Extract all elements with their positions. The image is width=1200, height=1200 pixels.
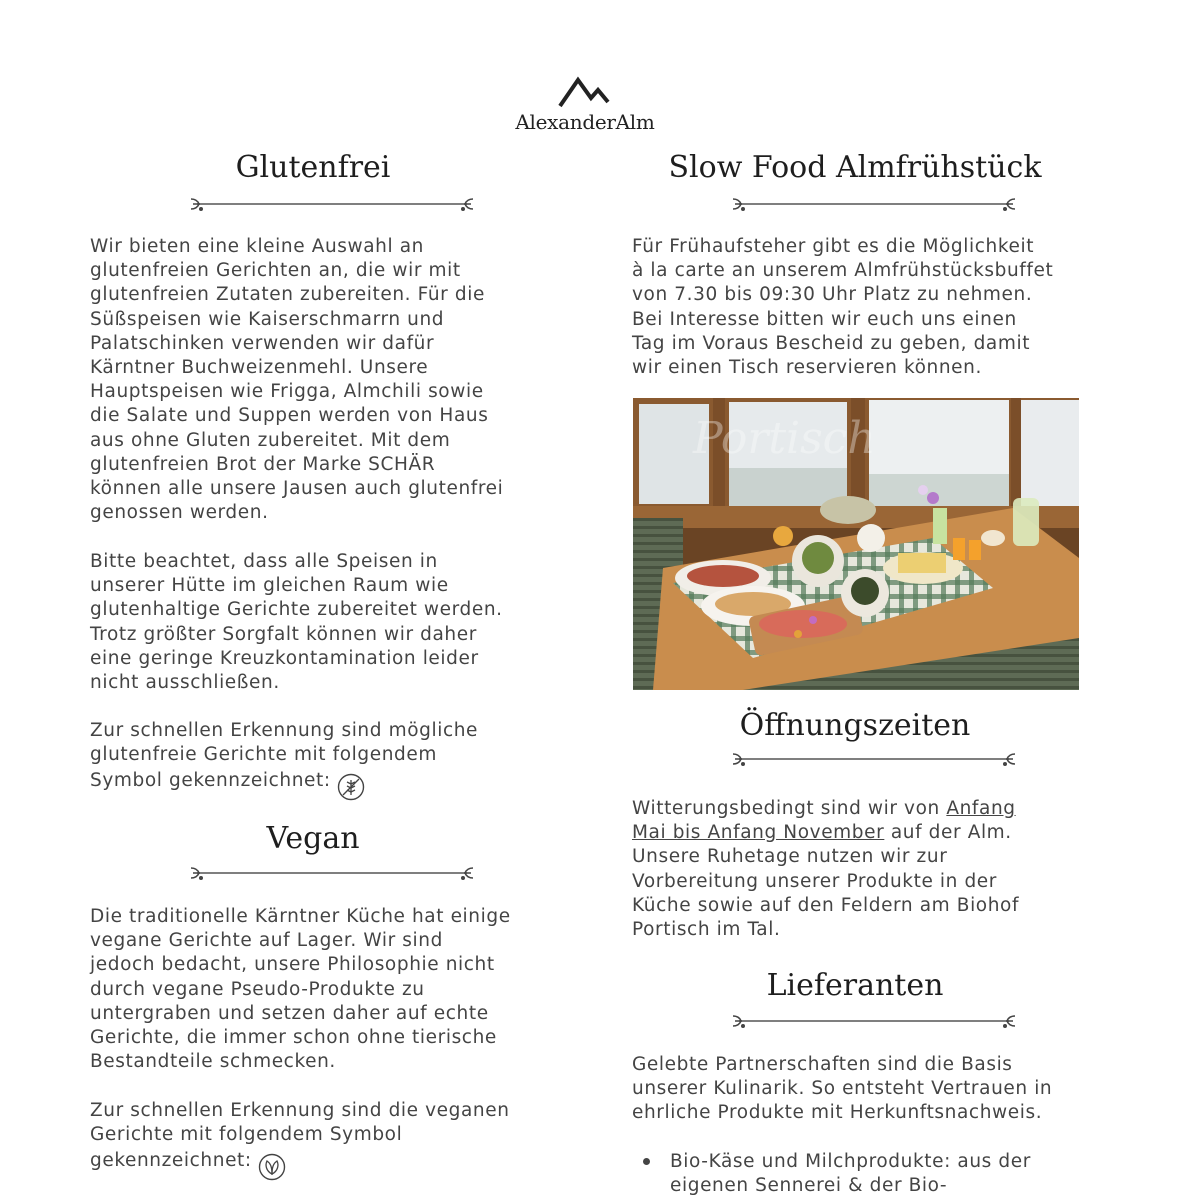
text-line <box>632 821 1102 845</box>
ornament-divider <box>187 862 477 882</box>
text-line: genossen werden. <box>90 502 269 524</box>
text-line: glutenfreien Gerichten an, die wir mit <box>90 260 461 282</box>
text-line: untergraben und setzen daher auf echte <box>90 1002 489 1024</box>
brand-name: AlexanderAlm <box>515 110 655 134</box>
season-link[interactable]: Anfang <box>946 798 1016 819</box>
ornament-divider <box>729 748 1019 768</box>
text-line <box>90 767 560 795</box>
text-line: glutenhaltige Gerichte zubereitet werden. <box>90 599 503 621</box>
vegan-paragraph-2 <box>90 1099 560 1175</box>
text-line: Unsere Ruhetage nutzen wir zur <box>632 846 948 868</box>
text-line: eine geringe Kreuzkontamination leider <box>90 647 479 669</box>
text-line: können alle unsere Jausen auch glutenfrei <box>90 478 504 500</box>
text-line: Portisch im Tal. <box>632 919 781 941</box>
text-line: Zur schnellen Erkennung sind die veganen <box>90 1100 510 1121</box>
ornament-divider <box>729 193 1019 213</box>
vegan-paragraph-1 <box>90 905 560 1074</box>
svg-text:Portisch: Portisch <box>693 413 876 464</box>
glutenfrei-paragraph-3 <box>90 719 560 795</box>
supplier-list <box>643 1150 1083 1198</box>
text-line: wir einen Tisch reservieren können. <box>632 357 982 379</box>
text-line: Die traditionelle Kärntner Küche hat einige <box>90 906 511 927</box>
text-line: Vorbereitung unserer Produkte in der <box>632 870 997 892</box>
vegan-leaf-icon <box>258 1147 286 1175</box>
text-line: Bio-Käse und Milchprodukte: aus der <box>670 1151 1031 1172</box>
symbol-label: gekennzeichnet: <box>90 1150 252 1172</box>
text-line: Wir bieten eine kleine Auswahl an <box>90 236 424 257</box>
heading-vegan: Vegan <box>266 821 360 856</box>
heading-oeffnungszeiten: Öffnungszeiten <box>739 708 971 743</box>
symbol-label: Symbol gekennzeichnet: <box>90 770 331 792</box>
heading-glutenfrei: Glutenfrei <box>235 150 391 185</box>
text-line: Kärntner Buchweizenmehl. Unsere <box>90 357 429 379</box>
text-line: Süßspeisen wie Kaiserschmarrn und <box>90 308 445 330</box>
heading-lieferanten: Lieferanten <box>766 968 944 1003</box>
text-line: unserer Kulinarik. So entsteht Vertrauen in <box>632 1078 1053 1100</box>
text-line: Hauptspeisen wie Frigga, Almchili sowie <box>90 381 484 403</box>
text-line: nicht ausschließen. <box>90 672 280 694</box>
text-fragment: Witterungsbedingt sind wir von <box>632 798 947 819</box>
ornament-divider <box>187 193 477 213</box>
text-line: Trotz größter Sorgfalt können wir daher <box>90 623 477 645</box>
text-line: Bitte beachtet, dass alle Speisen in <box>90 551 438 572</box>
text-line: durch vegane Pseudo-Produkte zu <box>90 978 425 1000</box>
bullet-icon <box>643 1158 650 1165</box>
text-line: glutenfreien Brot der Marke SCHÄR <box>90 453 436 475</box>
list-item <box>643 1150 1083 1198</box>
ornament-divider <box>729 1010 1019 1030</box>
text-line: unserer Hütte im gleichen Raum wie <box>90 575 449 597</box>
gluten-free-wheat-icon <box>337 767 365 795</box>
lieferanten-paragraph <box>632 1053 1102 1126</box>
mountain-logo-icon <box>558 76 612 108</box>
text-line: von 7.30 bis 09:30 Uhr Platz zu nehmen. <box>632 284 1033 306</box>
glutenfrei-paragraph-1 <box>90 235 560 525</box>
text-line: Bestandteile schmecken. <box>90 1051 336 1073</box>
text-line: die Salate und Suppen werden von Haus <box>90 405 489 427</box>
glutenfrei-paragraph-2 <box>90 550 560 695</box>
text-line: Bei Interesse bitten wir euch uns einen <box>632 308 1017 330</box>
text-line: vegane Gerichte auf Lager. Wir sind <box>90 930 443 952</box>
text-line: glutenfreie Gerichte mit folgendem <box>90 744 438 766</box>
fruehstueck-paragraph <box>632 235 1102 380</box>
text-line: Palatschinken verwenden wir dafür <box>90 332 435 354</box>
oeffnungszeiten-paragraph <box>632 797 1102 942</box>
text-line: ehrliche Produkte mit Herkunftsnachweis. <box>632 1102 1043 1124</box>
breakfast-buffet-photo <box>633 398 1079 690</box>
brand-logo <box>500 76 670 134</box>
text-line: Für Frühaufsteher gibt es die Möglichkeit <box>632 236 1035 257</box>
text-line: aus ohne Gluten zubereitet. Mit dem <box>90 429 451 451</box>
season-link[interactable]: Mai bis Anfang November <box>632 822 885 844</box>
heading-slow-food-fruehstueck: Slow Food Almfrühstück <box>668 150 1042 185</box>
text-line: Gerichte, die immer schon ohne tierische <box>90 1027 497 1049</box>
text-line: à la carte an unserem Almfrühstücksbuffet <box>632 260 1054 282</box>
text-line <box>90 1147 560 1175</box>
text-line: Zur schnellen Erkennung sind mögliche <box>90 720 479 741</box>
text-line: eigenen Sennerei & der Bio- <box>670 1175 948 1197</box>
text-line: Küche sowie auf den Feldern am Biohof <box>632 894 1020 916</box>
text-line: glutenfreien Zutaten zubereiten. Für die <box>90 284 485 306</box>
text-fragment: auf der Alm. <box>884 822 1012 844</box>
text-line: Gelebte Partnerschaften sind die Basis <box>632 1054 1013 1075</box>
text-line: Tag im Voraus Bescheid zu geben, damit <box>632 332 1031 354</box>
text-line: jedoch bedacht, unsere Philosophie nicht <box>90 954 495 976</box>
text-line <box>632 797 1102 821</box>
text-line: Gerichte mit folgendem Symbol <box>90 1124 403 1146</box>
